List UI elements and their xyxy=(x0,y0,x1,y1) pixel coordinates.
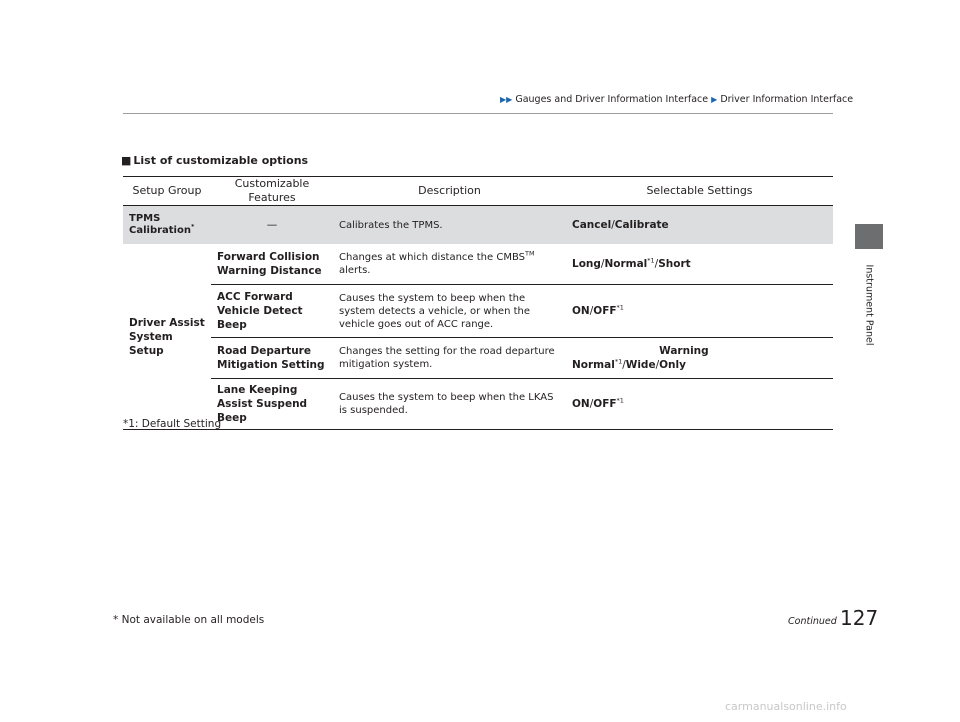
feature-cell: — xyxy=(211,206,333,245)
section-title xyxy=(121,154,308,167)
table-row xyxy=(123,338,833,379)
feature-cell: Lane Keeping Assist Suspend Beep xyxy=(211,379,333,430)
settings-cell: Cancel/Calibrate xyxy=(566,206,833,245)
feature-cell: Forward Collision Warning Distance xyxy=(211,244,333,285)
description-cell: Calibrates the TPMS. xyxy=(333,206,566,245)
watermark: carmanualsonline.info xyxy=(725,700,847,713)
table-row xyxy=(123,244,833,285)
availability-note: * Not available on all models xyxy=(113,614,265,626)
breadcrumb-arrow-icon: ▶ xyxy=(711,95,718,104)
description-cell: Causes the system to beep when the LKAS is suspended. xyxy=(333,379,566,430)
options-table xyxy=(123,176,833,430)
header-setup-group: Setup Group xyxy=(123,177,211,206)
table-row xyxy=(123,285,833,338)
settings-cell: ON/OFF$^{*1}$ xyxy=(566,379,833,430)
settings-cell: ON/OFF$^{*1}$ xyxy=(566,285,833,338)
chapter-tab[interactable] xyxy=(855,224,883,249)
footnote: *1: Default Setting xyxy=(123,418,222,430)
table-row xyxy=(123,379,833,430)
square-bullet-icon: ■ xyxy=(121,154,132,167)
setup-group-cell: Driver Assist System Setup xyxy=(123,244,211,430)
continued-label: Continued xyxy=(788,616,837,627)
section-title-text: List of customizable options xyxy=(133,154,309,167)
description-cell: Causes the system to beep when the system detects a vehicle, or when the vehicle goes out of ACC range. xyxy=(333,285,566,338)
breadcrumb-item[interactable]: Gauges and Driver Information Interface xyxy=(515,94,709,105)
table-row xyxy=(123,206,833,245)
header-customizable-features: Customizable Features xyxy=(211,177,333,206)
description-cell: Changes the setting for the road departure mitigation system. xyxy=(333,338,566,379)
description-cell: Changes at which distance the CMBS™ alerts. xyxy=(333,244,566,285)
header-selectable-settings: Selectable Settings xyxy=(566,177,833,206)
settings-cell: Long/Normal$^{*1}$/Short xyxy=(566,244,833,285)
chapter-label: Instrument Panel xyxy=(863,264,875,346)
header-rule xyxy=(123,113,833,114)
header-description: Description xyxy=(333,177,566,206)
feature-cell: Road Departure Mitigation Setting xyxy=(211,338,333,379)
breadcrumb-arrow-icon: ▶▶ xyxy=(500,95,513,104)
page-number: 127 xyxy=(840,606,879,630)
feature-cell: ACC Forward Vehicle Detect Beep xyxy=(211,285,333,338)
breadcrumb-item[interactable]: Driver Information Interface xyxy=(720,94,854,105)
settings-cell: Normal$^{*1}$/Wide/Warning Only xyxy=(566,338,833,379)
setup-group-cell: TPMS Calibration* xyxy=(123,206,211,245)
breadcrumb xyxy=(500,94,854,105)
table-header-row xyxy=(123,177,833,206)
